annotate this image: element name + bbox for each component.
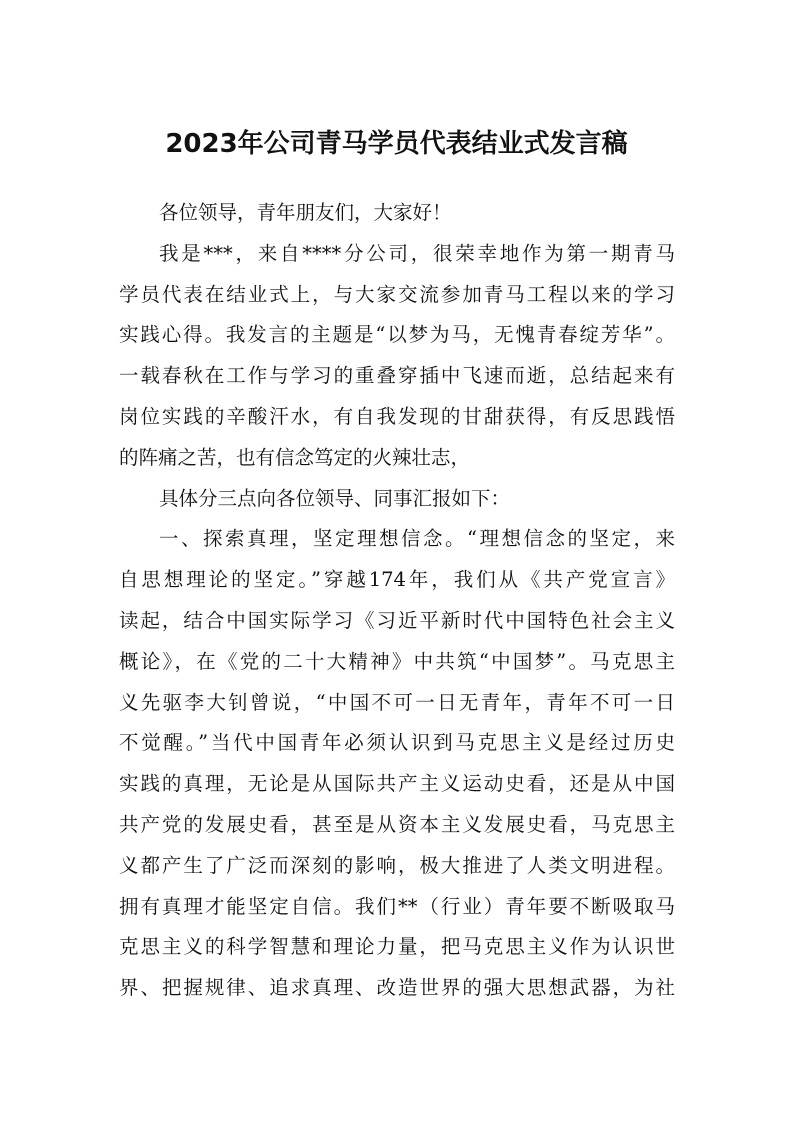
paragraph-line: 共产党的发展史看，甚至是从资本主义发展史看，马克思主 (119, 812, 675, 836)
paragraph-line: 克思主义的科学智慧和理论力量，把马克思主义作为认识世 (119, 935, 675, 959)
paragraph-line: 界、把握规律、追求真理、改造世界的强大思想武器，为社 (119, 976, 675, 1000)
document-body (119, 193, 675, 1009)
paragraph-line: 义都产生了广泛而深刻的影响，极大推进了人类文明进程。 (119, 853, 675, 877)
paragraph-line: 实践心得。我发言的主题是“以梦为马，无愧青春绽芳华”。 (119, 323, 675, 347)
document-title: 2023年公司青马学员代表结业式发言稿 (165, 129, 628, 159)
paragraph-line: 一载春秋在工作与学习的重叠穿插中飞速而逝，总结起来有 (119, 364, 675, 388)
paragraph-line: 具体分三点向各位领导、同事汇报如下： (159, 486, 511, 510)
paragraph-line: 读起，结合中国实际学习《习近平新时代中国特色社会主义 (119, 608, 675, 632)
paragraph-line: 拥有真理才能坚定自信。我们**（行业）青年要不断吸取马 (119, 894, 675, 918)
paragraph-line: 学员代表在结业式上，与大家交流参加青马工程以来的学习 (119, 282, 675, 306)
paragraph-line: 一、探索真理，坚定理想信念。“理想信念的坚定，来 (159, 527, 675, 551)
paragraph-line: 自思想理论的坚定。”穿越174年，我们从《共产党宣言》 (119, 568, 675, 592)
paragraph-line: 概论》，在《党的二十大精神》中共筑“中国梦”。马克思主 (119, 649, 675, 673)
greeting-line: 各位领导，青年朋友们，大家好！ (159, 201, 452, 224)
paragraph-line: 不觉醒。”当代中国青年必须认识到马克思主义是经过历史 (119, 731, 675, 755)
paragraph-line: 我是***，来自****分公司，很荣幸地作为第一期青马 (159, 241, 675, 265)
paragraph-line: 岗位实践的辛酸汗水，有自我发现的甘甜获得，有反思践悟 (119, 404, 675, 428)
paragraph-line: 实践的真理，无论是从国际共产主义运动史看，还是从中国 (119, 772, 675, 796)
paragraph-line: 的阵痛之苦，也有信念笃定的火辣壮志， (119, 445, 471, 469)
paragraph-line: 义先驱李大钊曾说，“中国不可一日无青年，青年不可一日 (119, 690, 675, 714)
